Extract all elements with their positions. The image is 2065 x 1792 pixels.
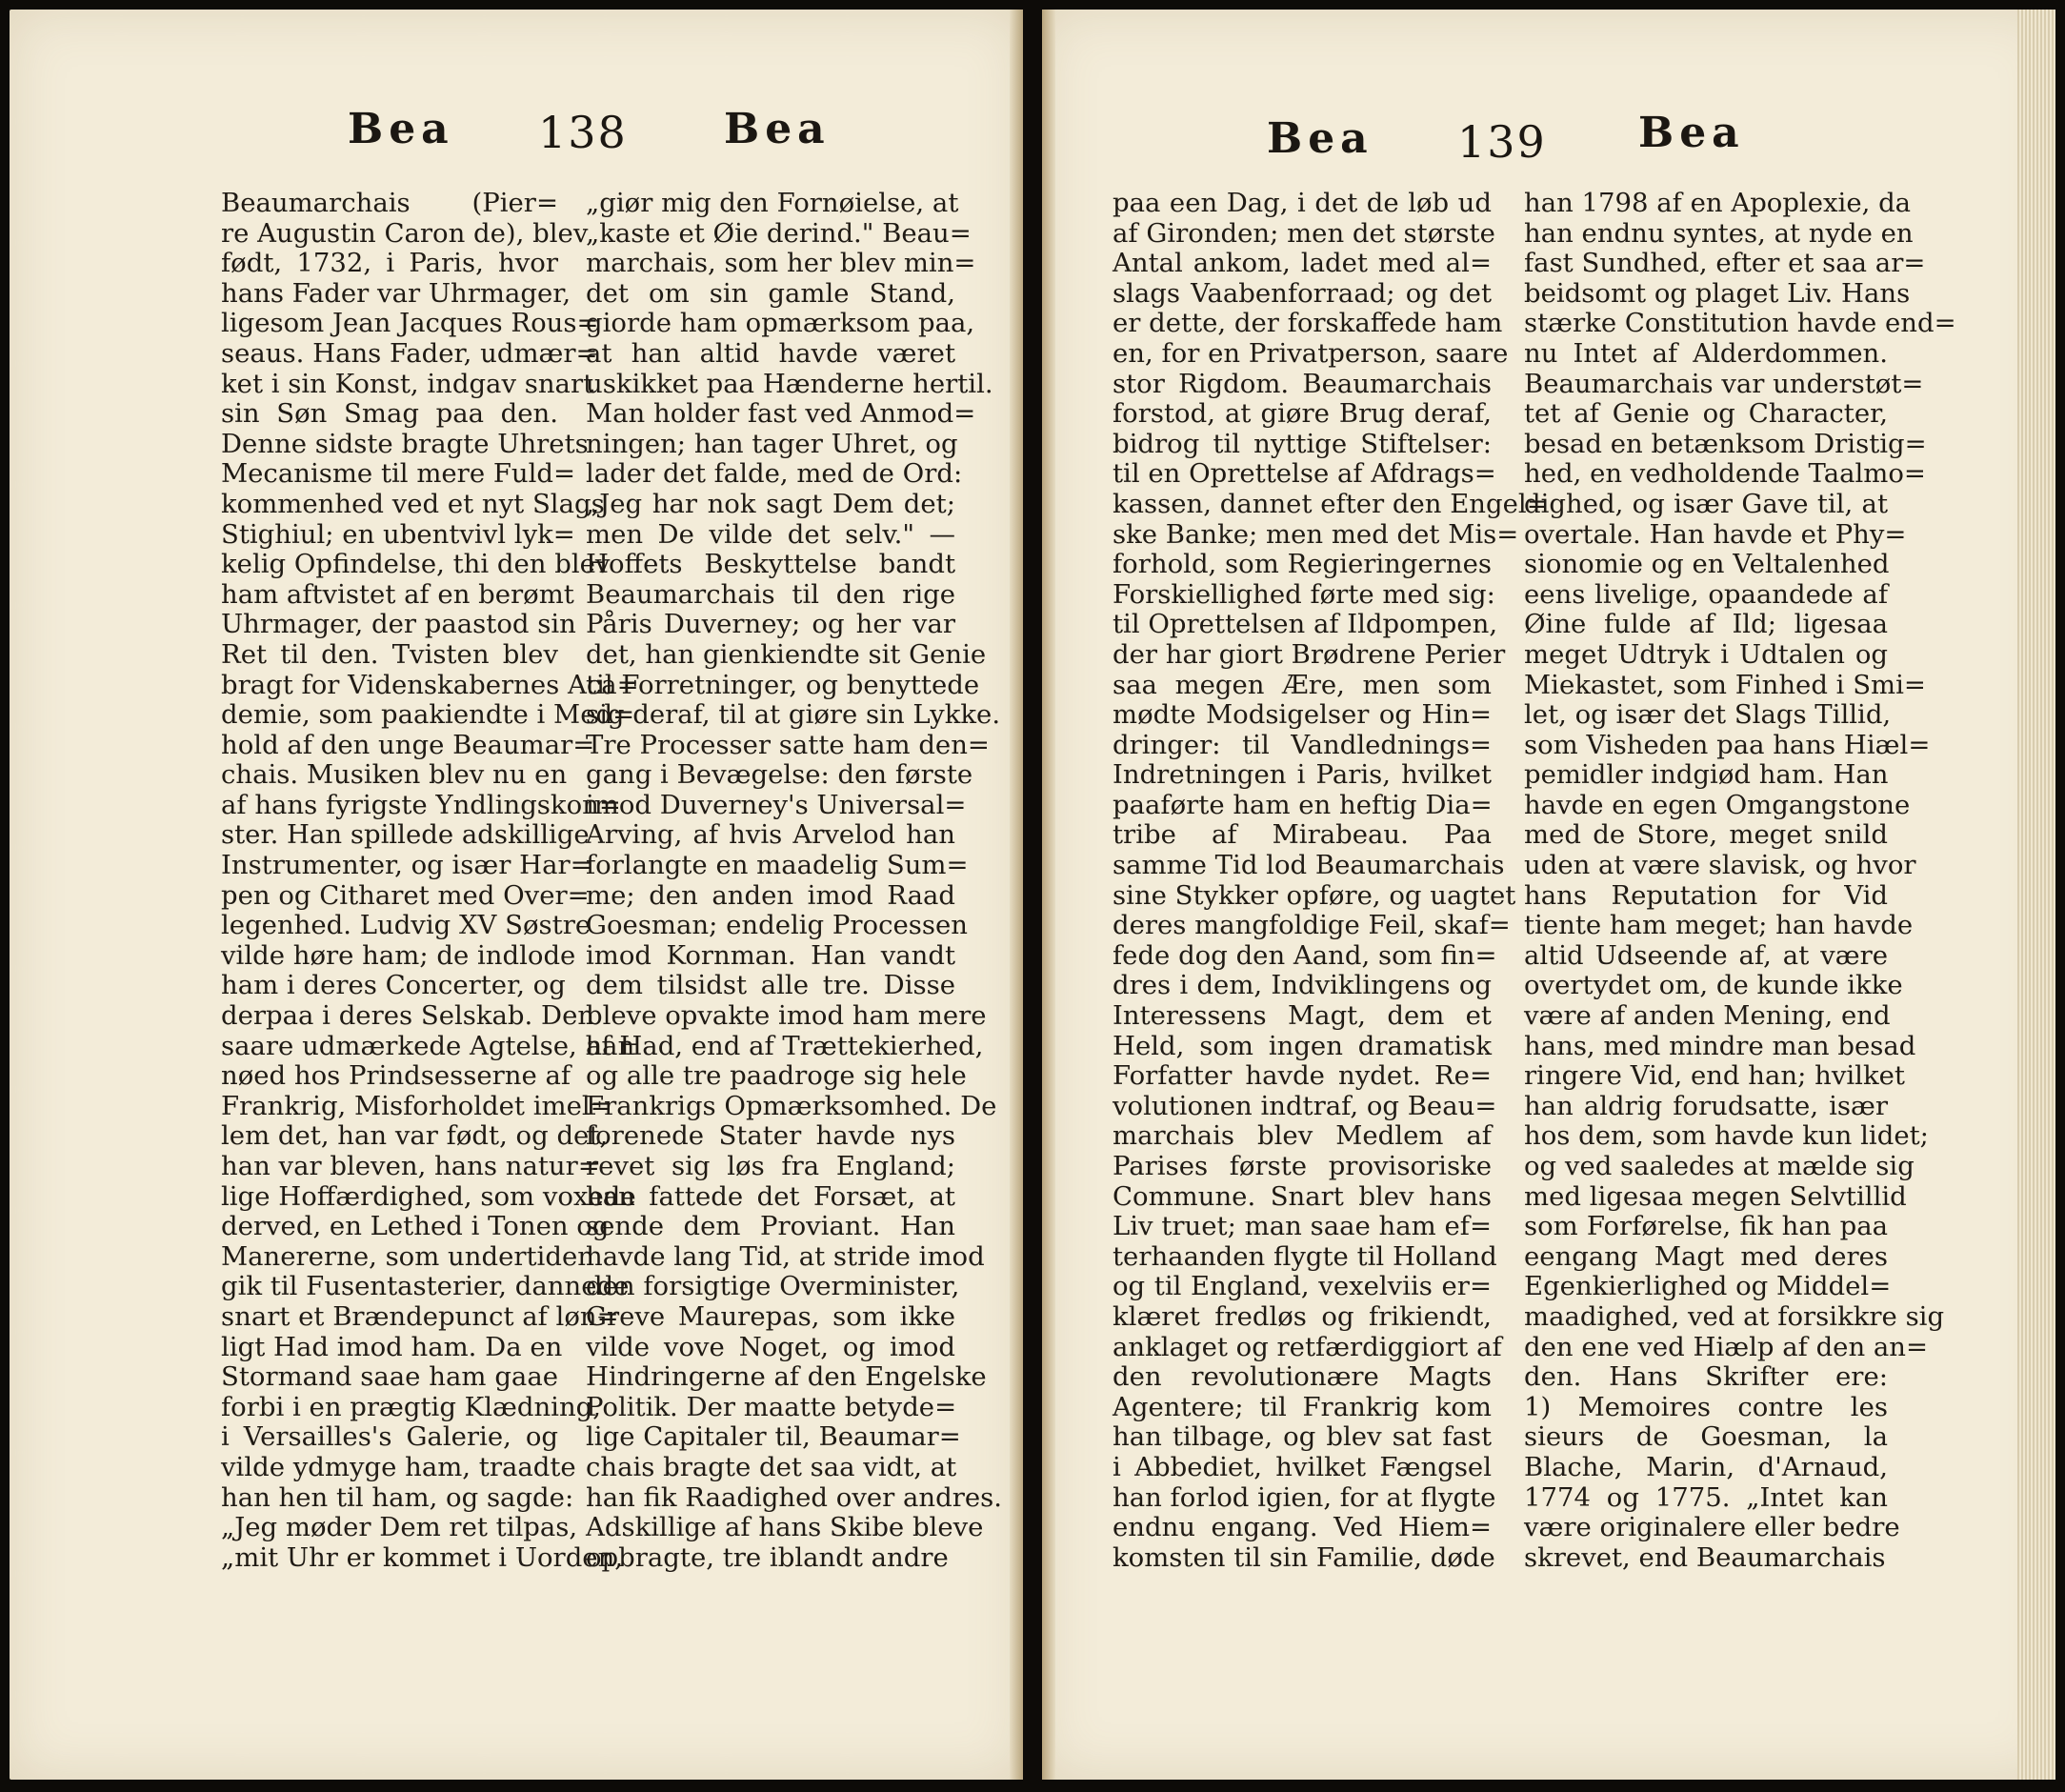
text-line: „giør mig den Fornøielse, at xyxy=(586,188,959,218)
text-line: uskikket paa Hænderne hertil. xyxy=(586,368,993,399)
text-line: Tre Processer satte ham den= xyxy=(586,729,990,760)
text-line: at han altid havde været xyxy=(586,337,955,369)
text-line: mødte Modsigelser og Hin= xyxy=(1113,699,1492,731)
text-line: komsten til sin Familie, døde xyxy=(1113,1541,1495,1573)
text-line: Politik. Der maatte betyde= xyxy=(586,1391,957,1422)
text-line: være af anden Mening, end xyxy=(1524,1000,1891,1032)
left-gutter-shadow xyxy=(1010,10,1023,1780)
text-line: imod Kornman. Han vandt xyxy=(586,939,955,971)
text-line: Indretningen i Paris, hvilket xyxy=(1113,759,1492,791)
text-line: lem det, han var født, og det, xyxy=(221,1120,609,1152)
text-line: Frankrigs Opmærksomhed. De xyxy=(586,1090,997,1121)
text-line: sig deraf, til at giøre sin Lykke. xyxy=(586,699,1001,731)
text-line: lader det falde, med de Ord: xyxy=(586,458,963,490)
text-line: vilde ydmyge ham, traadte xyxy=(221,1451,576,1482)
text-line: Man holder fast ved Anmod= xyxy=(586,398,976,430)
text-line: han tilbage, og blev sat fast xyxy=(1113,1421,1492,1453)
text-line: stor Rigdom. Beaumarchais xyxy=(1113,368,1492,399)
text-line: eengang Magt med deres xyxy=(1524,1240,1888,1272)
text-line: hans Reputation for Vid xyxy=(1524,879,1888,911)
text-line: pen og Citharet med Over= xyxy=(221,879,590,911)
text-line: gang i Bevægelse: den første xyxy=(586,759,973,791)
text-line: til en Oprettelse af Afdrags= xyxy=(1113,458,1496,490)
text-line: han forlod igien, for at flygte xyxy=(1113,1481,1496,1513)
text-line: han var bleven, hans natur= xyxy=(221,1151,600,1181)
text-line: han aldrig forudsatte, især xyxy=(1524,1090,1888,1121)
text-line: men De vilde det selv." — xyxy=(586,518,955,550)
text-line: med ligesaa megen Selvtillid xyxy=(1524,1180,1907,1212)
text-line: stærke Constitution havde end= xyxy=(1524,308,1956,339)
text-line: forhold, som Regieringernes xyxy=(1113,549,1492,580)
text-line: meget Udtryk i Udtalen og xyxy=(1524,638,1888,670)
text-line: der har giort Brødrene Perier xyxy=(1113,638,1506,670)
text-line: marchais, som her blev min= xyxy=(586,248,976,279)
text-line: Interessens Magt, dem et xyxy=(1113,1000,1492,1032)
left-header-left-word: Bea xyxy=(348,105,454,153)
text-line: anklaget og retfærdiggiort af xyxy=(1113,1331,1502,1362)
text-line: i Abbediet, hvilket Fængsel xyxy=(1113,1451,1492,1482)
text-line: skrevet, end Beaumarchais xyxy=(1524,1541,1886,1573)
text-line: Agentere; til Frankrig kom xyxy=(1113,1391,1492,1422)
text-line: tet af Genie og Character, xyxy=(1524,398,1888,430)
text-line: klæret fredløs og frikiendt, xyxy=(1113,1300,1492,1332)
text-line: bleve opvakte imod ham mere xyxy=(586,1000,987,1032)
text-line: havde lang Tid, at stride imod xyxy=(586,1240,985,1272)
text-line: vilde vove Noget, og imod xyxy=(586,1331,955,1362)
text-line: hos dem, som havde kun lidet; xyxy=(1524,1120,1929,1152)
right-header-left-word: Bea xyxy=(1267,114,1373,163)
text-line: tiente ham meget; han havde xyxy=(1524,910,1914,941)
text-line: kassen, dannet efter den Engel= xyxy=(1113,488,1549,519)
text-line: dighed, og især Gave til, at xyxy=(1524,488,1888,519)
text-line: samme Tid lod Beaumarchais xyxy=(1113,850,1505,881)
text-line: hed, en vedholdende Taalmo= xyxy=(1524,458,1926,490)
text-line: sionomie og en Veltalenhed xyxy=(1524,549,1890,580)
text-line: let, og især det Slags Tillid, xyxy=(1524,699,1892,731)
text-line: sieurs de Goesman, la xyxy=(1524,1421,1888,1453)
text-line: han fik Raadighed over andres. xyxy=(586,1481,1003,1513)
text-line: og ved saaledes at mælde sig xyxy=(1524,1151,1915,1181)
text-line: chais bragte det saa vidt, at xyxy=(586,1451,957,1482)
text-line: altid Udseende af, at være xyxy=(1524,939,1888,971)
text-line: paa een Dag, i det de løb ud xyxy=(1113,188,1492,218)
text-line: Hindringerne af den Engelske xyxy=(586,1361,987,1393)
text-line: ligesom Jean Jacques Rous= xyxy=(221,308,599,339)
text-line: nu Intet af Alderdommen. xyxy=(1524,337,1888,369)
text-line: sine Stykker opføre, og uagtet xyxy=(1113,879,1516,911)
text-line: Held, som ingen dramatisk xyxy=(1113,1030,1492,1061)
text-line: Liv truet; man saae ham ef= xyxy=(1113,1211,1492,1242)
text-line: som Forførelse, fik han paa xyxy=(1524,1211,1888,1242)
text-line: Commune. Snart blev hans xyxy=(1113,1180,1492,1212)
text-line: legenhed. Ludvig XV Søstre xyxy=(221,910,591,941)
text-line: fede dog den Aand, som fin= xyxy=(1113,939,1497,971)
text-line: uden at være slavisk, og hvor xyxy=(1524,850,1916,881)
text-line: opbragte, tre iblandt andre xyxy=(586,1541,949,1573)
text-line: fast Sundhed, efter et saa ar= xyxy=(1524,248,1926,279)
text-line: forlangte en maadelig Sum= xyxy=(586,850,969,881)
text-line: Uhrmager, der paastod sin xyxy=(221,609,576,640)
text-line: Stormand saae ham gaae xyxy=(221,1361,558,1393)
text-line: tribe af Mirabeau. Paa xyxy=(1113,819,1492,851)
text-line: lige Capitaler til, Beaumar= xyxy=(586,1421,961,1453)
text-line: re Augustin Caron de), blev xyxy=(221,217,589,249)
left-page-column-1 xyxy=(221,188,639,1573)
text-line: „mit Uhr er kommet i Uorden, xyxy=(221,1541,624,1573)
text-line: forbi i en prægtig Klædning, xyxy=(221,1391,602,1422)
text-line: „Jeg møder Dem ret tilpas, xyxy=(221,1512,578,1543)
text-line: chais. Musiken blev nu en xyxy=(221,759,568,791)
text-line: revet sig løs fra England; xyxy=(586,1151,955,1181)
text-line: en, for en Privatperson, saare xyxy=(1113,337,1509,369)
right-gutter-shadow xyxy=(1042,10,1055,1780)
text-line: lige Hoffærdighed, som voxede xyxy=(221,1180,636,1212)
text-line: havde en egen Omgangstone xyxy=(1524,789,1911,820)
text-line: hold af den unge Beaumar= xyxy=(221,729,595,760)
text-line: dres i dem, Indviklingens og xyxy=(1113,970,1492,1001)
text-line: pemidler indgiød ham. Han xyxy=(1524,759,1889,791)
text-line: sin Søn Smag paa den. xyxy=(221,398,558,430)
text-line: deres mangfoldige Feil, skaf= xyxy=(1113,910,1511,941)
text-line: være originalere eller bedre xyxy=(1524,1512,1900,1543)
text-line: født, 1732, i Paris, hvor xyxy=(221,248,558,279)
text-line: saa megen Ære, men som xyxy=(1113,669,1492,700)
text-line: demie, som paakiendte i Med= xyxy=(221,699,635,731)
text-line: Miekastet, som Finhed i Smi= xyxy=(1524,669,1926,700)
text-line: Instrumenter, og især Har= xyxy=(221,850,592,881)
text-line: kelig Opfindelse, thi den blev xyxy=(221,549,611,580)
text-line: 1) Memoires contre les xyxy=(1524,1391,1888,1422)
page-stack-edge xyxy=(2017,10,2055,1780)
text-line: er dette, der forskaffede ham xyxy=(1113,308,1503,339)
text-line: af hans fyrigste Yndlingskon= xyxy=(221,789,621,820)
text-line: med de Store, meget snild xyxy=(1524,819,1888,851)
text-line: Beaumarchais til den rige xyxy=(586,578,955,610)
text-line: overtale. Han havde et Phy= xyxy=(1524,518,1907,550)
text-line: vilde høre ham; de indlode xyxy=(221,939,576,971)
text-line: dringer: til Vandlednings= xyxy=(1113,729,1492,760)
text-line: ham i deres Concerter, og xyxy=(221,970,566,1001)
text-line: „kaste et Øie derind." Beau= xyxy=(586,217,972,249)
text-line: endnu engang. Ved Hiem= xyxy=(1113,1512,1492,1543)
text-line: Parises første provisoriske xyxy=(1113,1151,1492,1181)
text-line: Goesman; endelig Processen xyxy=(586,910,968,941)
text-line: han endnu syntes, at nyde en xyxy=(1524,217,1914,249)
left-page-number: 138 xyxy=(538,107,628,158)
text-line: i Versailles's Galerie, og xyxy=(221,1421,558,1453)
text-line: han fattede det Forsæt, at xyxy=(586,1180,955,1212)
text-line: Greve Maurepas, som ikke xyxy=(586,1300,955,1332)
text-line: Stighiul; en ubentvivl lyk= xyxy=(221,518,575,550)
text-line: eens livelige, opaandede af xyxy=(1524,578,1888,610)
text-line: som Visheden paa hans Hiæl= xyxy=(1524,729,1931,760)
text-line: af Gironden; men det største xyxy=(1113,217,1495,249)
text-line: Denne sidste bragte Uhrets xyxy=(221,428,589,459)
left-page-column-2 xyxy=(586,188,1003,1573)
text-line: Forfatter havde nydet. Re= xyxy=(1113,1060,1492,1092)
text-line: derpaa i deres Selskab. Den xyxy=(221,1000,595,1032)
text-line: volutionen indtraf, og Beau= xyxy=(1113,1090,1497,1121)
text-line: 1774 og 1775. „Intet kan xyxy=(1524,1481,1888,1513)
text-line: marchais blev Medlem af xyxy=(1113,1120,1492,1152)
text-line: forstod, at giøre Brug deraf, xyxy=(1113,398,1492,430)
text-line: derved, en Lethed i Tonen og xyxy=(221,1211,610,1242)
text-line: Blache, Marin, d'Arnaud, xyxy=(1524,1451,1888,1482)
right-page-number: 139 xyxy=(1457,116,1547,168)
text-line: og til England, vexelviis er= xyxy=(1113,1271,1492,1302)
text-line: ster. Han spillede adskillige xyxy=(221,819,590,851)
text-line: Beaumarchais var understøt= xyxy=(1524,368,1924,399)
text-line: gik til Fusentasterier, dannede xyxy=(221,1271,630,1302)
text-line: giorde ham opmærksom paa, xyxy=(586,308,975,339)
text-line: Arving, af hvis Arvelod han xyxy=(586,819,955,851)
text-line: ske Banke; men med det Mis= xyxy=(1113,518,1519,550)
text-line: hans Fader var Uhrmager, xyxy=(221,277,571,309)
text-line: det om sin gamle Stand, xyxy=(586,277,955,309)
text-line: til Oprettelsen af Ildpompen, xyxy=(1113,609,1498,640)
text-line: Mecanisme til mere Fuld= xyxy=(221,458,576,490)
text-line: Adskillige af hans Skibe bleve xyxy=(586,1512,984,1543)
text-line: Påris Duverney; og her var xyxy=(586,609,955,640)
text-line: bidrog til nyttige Stiftelser: xyxy=(1113,428,1492,459)
left-header-right-word: Bea xyxy=(724,105,831,153)
text-line: bragt for Videnskabernes Aca= xyxy=(221,669,639,700)
text-line: til Forretninger, og benyttede xyxy=(586,669,980,700)
text-line: Hoffets Beskyttelse bandt xyxy=(586,549,955,580)
text-line: den. Hans Skrifter ere: xyxy=(1524,1361,1888,1393)
text-line: han hen til ham, og sagde: xyxy=(221,1481,574,1513)
text-line: sende dem Proviant. Han xyxy=(586,1211,955,1242)
text-line: terhaanden flygte til Holland xyxy=(1113,1240,1497,1272)
text-line: ringere Vid, end han; hvilket xyxy=(1524,1060,1905,1092)
text-line: han 1798 af en Apoplexie, da xyxy=(1524,188,1912,218)
text-line: den revolutionære Magts xyxy=(1113,1361,1492,1393)
right-header-right-word: Bea xyxy=(1638,109,1745,157)
right-page-column-1 xyxy=(1113,188,1549,1573)
text-line: me; den anden imod Raad xyxy=(586,879,955,911)
text-line: ligt Had imod ham. Da en xyxy=(221,1331,563,1362)
text-line: Øine fulde af Ild; ligesaa xyxy=(1524,609,1888,640)
text-line: det, han gienkiendte sit Genie xyxy=(586,638,987,670)
text-line: kommenhed ved et nyt Slags xyxy=(221,488,605,519)
text-line: saare udmærkede Agtelse, han xyxy=(221,1030,635,1061)
text-line: ningen; han tager Uhret, og xyxy=(586,428,958,459)
text-line: Ret til den. Tvisten blev xyxy=(221,638,558,670)
text-line: Egenkierlighed og Middel= xyxy=(1524,1271,1892,1302)
text-line: den ene ved Hiælp af den an= xyxy=(1524,1331,1929,1362)
text-line: ham aftvistet af en berømt xyxy=(221,578,574,610)
text-line: overtydet om, de kunde ikke xyxy=(1524,970,1903,1001)
text-line: beidsomt og plaget Liv. Hans xyxy=(1524,277,1911,309)
text-line: Manererne, som undertiden xyxy=(221,1240,594,1272)
text-line: slags Vaabenforraad; og det xyxy=(1113,277,1492,309)
text-line: snart et Brændepunct af løn= xyxy=(221,1300,619,1332)
text-line: Antal ankom, ladet med al= xyxy=(1113,248,1492,279)
text-line: hans, med mindre man besad xyxy=(1524,1030,1916,1061)
text-line: og alle tre paadroge sig hele xyxy=(586,1060,967,1092)
text-line: den forsigtige Overminister, xyxy=(586,1271,960,1302)
text-line: Frankrig, Misforholdet imel= xyxy=(221,1090,612,1121)
text-line: dem tilsidst alle tre. Disse xyxy=(586,970,955,1001)
text-line: imod Duverney's Universal= xyxy=(586,789,967,820)
text-line: paaførte ham en heftig Dia= xyxy=(1113,789,1493,820)
right-page-column-2 xyxy=(1524,188,1956,1573)
text-line: af Had, end af Trættekierhed, xyxy=(586,1030,984,1061)
text-line: Beaumarchais (Pier= xyxy=(221,188,558,218)
text-line: nøed hos Prindsesserne af xyxy=(221,1060,571,1092)
text-line: ket i sin Konst, indgav snart xyxy=(221,368,594,399)
text-line: maadighed, ved at forsikkre sig xyxy=(1524,1300,1945,1332)
text-line: besad en betænksom Dristig= xyxy=(1524,428,1927,459)
text-line: Forskiellighed førte med sig: xyxy=(1113,578,1495,610)
text-line: forenede Stater havde nys xyxy=(586,1120,955,1152)
text-line: „Jeg har nok sagt Dem det; xyxy=(586,488,955,519)
text-line: seaus. Hans Fader, udmær= xyxy=(221,337,598,369)
